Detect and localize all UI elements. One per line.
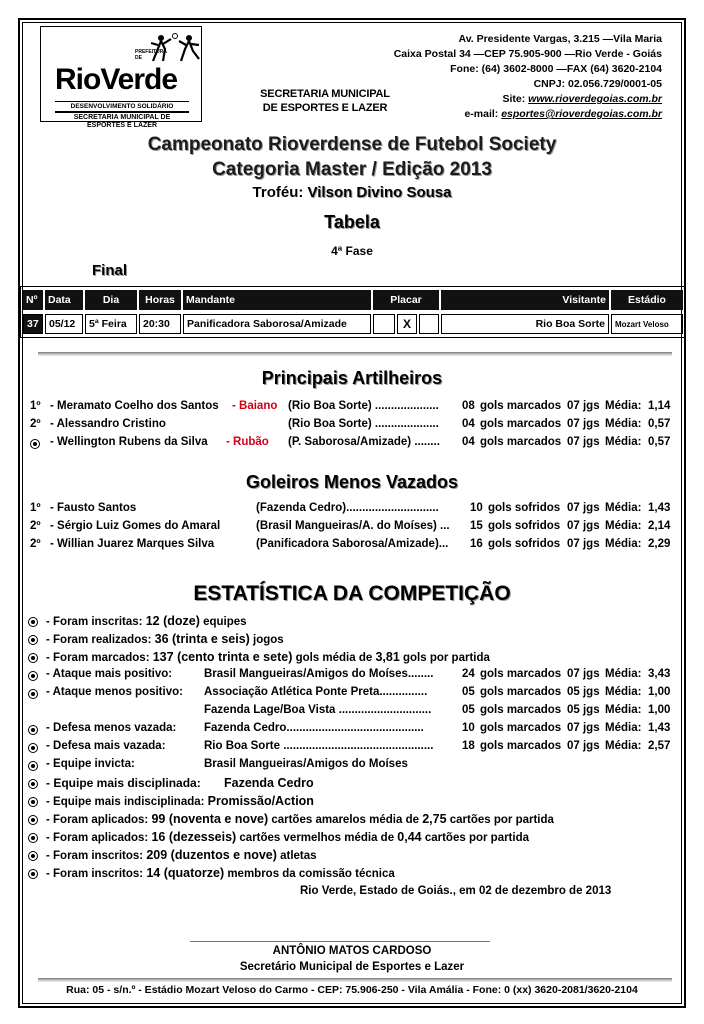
scorer-nick: - Rubão [226, 436, 269, 448]
scorer-team: (P. Saborosa/Amizade) ........ [288, 436, 440, 448]
soccer-ball-icon [28, 617, 38, 627]
scorer-name: - Alessandro Cristino [50, 418, 166, 430]
stat-suffix: gols média de [292, 652, 376, 664]
keeper-row [0, 502, 704, 518]
stat-suffix: cartões amarelos média de [268, 814, 423, 826]
scorer-avg-label: Média: [605, 436, 642, 448]
keeper-goals-label: gols sofridos [488, 538, 561, 550]
stat-tail: cartões por partida [421, 832, 530, 844]
stat-row [0, 776, 704, 792]
stat-avg: 3,43 [648, 668, 671, 680]
scorer-games: 07 jgs [567, 436, 600, 448]
soccer-ball-icon [28, 653, 38, 663]
stat-avg: 1,00 [648, 686, 671, 698]
keeper-games: 07 jgs [567, 502, 600, 514]
stat-row [0, 758, 704, 774]
stat-label: - Foram marcados: [46, 652, 153, 664]
keeper-pos: 2º [30, 538, 41, 550]
soccer-ball-icon [28, 671, 38, 681]
stat-games: 05 jgs [567, 686, 600, 698]
stat-value: 36 (trinta e seis) [154, 632, 250, 646]
keeper-pos: 1º [30, 502, 41, 514]
soccer-ball-icon [28, 743, 38, 753]
footer-address: Rua: 05 - s/n.º - Estádio Mozart Veloso do Carmo - CEP: 75.906-250 - Vila Amália - Fone: 0 (xx) 3620-2081/3620-2104 [66, 984, 638, 996]
soccer-ball-icon [28, 797, 38, 807]
stat-label: - Foram inscritos: [46, 850, 147, 862]
stat-row [0, 614, 704, 630]
scorer-avg-label: Média: [605, 418, 642, 430]
trophy-label: Troféu: [252, 184, 308, 201]
stat-games: 07 jgs [567, 668, 600, 680]
stat-text [46, 812, 554, 826]
soccer-ball-icon [28, 779, 38, 789]
stat-label: - Foram aplicados: [46, 814, 152, 826]
scorer-goals-label: gols marcados [480, 418, 562, 430]
row-away: Rio Boa Sorte [441, 314, 609, 334]
soccer-ball-icon [28, 725, 38, 735]
stat-text [46, 848, 317, 862]
stat-label: - Foram aplicados: [46, 832, 152, 844]
stat-goals-label: gols marcados [480, 740, 562, 752]
stat-row [0, 632, 704, 648]
row-date: 05/12 [45, 314, 83, 334]
stat-row [0, 848, 704, 864]
scorer-games: 07 jgs [567, 418, 600, 430]
email-line [382, 107, 662, 122]
address-block [382, 32, 662, 122]
stat-row [0, 794, 704, 810]
row-home: Panificadora Saborosa/Amizade [183, 314, 371, 334]
keeper-goals-label: gols sofridos [488, 520, 561, 532]
signatory-name: ANTÔNIO MATOS CARDOSO [272, 945, 432, 957]
away-score-box [419, 314, 439, 334]
championship-title: Campeonato Rioverdense de Futebol Society [147, 134, 557, 155]
stat-value: 16 (dezesseis) [151, 830, 237, 844]
address-line-1: Av. Presidente Vargas, 3.215 —Vila Maria [458, 33, 662, 45]
stat-team: Brasil Mangueiras/Amigos do Moíses........ [204, 668, 434, 680]
keeper-avg: 2,29 [648, 538, 671, 550]
scorer-goals: 04 [462, 418, 475, 430]
scorer-avg: 1,14 [648, 400, 671, 412]
stat-goals-label: gols marcados [480, 686, 562, 698]
home-score-box [373, 314, 395, 334]
header-score: Placar [373, 290, 439, 310]
stat-suffix: equipes [199, 616, 247, 628]
scorer-row [0, 418, 704, 434]
stat-goals-label: gols marcados [480, 668, 562, 680]
keeper-goals-label: gols sofridos [488, 502, 561, 514]
stat-row [0, 650, 704, 666]
versus-x: X [397, 314, 417, 334]
keeper-avg: 1,43 [648, 502, 671, 514]
stat-team: Associação Atlética Ponte Preta............... [204, 686, 428, 698]
row-num: 37 [23, 314, 43, 334]
stat-suffix: membros da comissão técnica [224, 868, 395, 880]
signatory-role: Secretário Municipal de Esportes e Lazer [239, 961, 465, 973]
keeper-team: (Fazenda Cedro)............................. [256, 502, 439, 514]
stat-suffix: atletas [276, 850, 317, 862]
stat-average: 2,75 [422, 812, 447, 826]
keeper-row [0, 538, 704, 554]
stat-team: Brasil Mangueiras/Amigos do Moíses [204, 758, 408, 770]
stat-games: 07 jgs [567, 740, 600, 752]
scorer-goals: 04 [462, 436, 475, 448]
match-table [20, 286, 686, 338]
stat-avg: 1,43 [648, 722, 671, 734]
stat-avg: 2,57 [648, 740, 671, 752]
scorer-goals-label: gols marcados [480, 436, 562, 448]
final-label: Final [92, 262, 128, 279]
scorer-pos: 2º [30, 418, 41, 430]
header-day: Dia [85, 290, 137, 310]
scorer-team: (Rio Boa Sorte) .................... [288, 418, 439, 430]
trophy-title [0, 184, 704, 201]
logo-name: RioVerde [55, 63, 178, 96]
stat-tail: gols por partida [399, 652, 490, 664]
keeper-avg-label: Média: [605, 502, 642, 514]
stat-value: 99 (noventa e nove) [151, 812, 269, 826]
players-icon [151, 33, 201, 63]
stat-label: - Ataque menos positivo: [46, 686, 183, 698]
statistics-title: ESTATÍSTICA DA COMPETIÇÃO [193, 582, 511, 605]
scorers-title: Principais Artilheiros [261, 368, 443, 388]
stat-value: 14 (quatorze) [146, 866, 225, 880]
keeper-games: 07 jgs [567, 520, 600, 532]
header-home: Mandante [183, 290, 371, 310]
logo-small-text: PREFEITURA DE [135, 49, 167, 61]
soccer-ball-icon [28, 851, 38, 861]
divider-footer [38, 978, 672, 982]
soccer-ball-icon [28, 815, 38, 825]
stat-avg-label: Média: [605, 668, 642, 680]
signature-line [190, 941, 490, 942]
stat-value: 12 (doze) [145, 614, 200, 628]
stat-team: Rio Boa Sorte ............................................... [204, 740, 434, 752]
scorer-nick: - Baiano [232, 400, 278, 412]
site-label: Site: [502, 93, 529, 105]
scorer-avg: 0,57 [648, 436, 671, 448]
stat-label: - Equipe mais disciplinada: [46, 776, 201, 790]
stat-tail: cartões por partida [446, 814, 554, 826]
header-time: Horas [139, 290, 181, 310]
scorer-games: 07 jgs [567, 400, 600, 412]
stat-suffix: cartões vermelhos média de [236, 832, 398, 844]
soccer-ball-icon [28, 869, 38, 879]
soccer-ball-icon [28, 689, 38, 699]
stat-label: - Foram inscritos: [46, 868, 147, 880]
stat-team: Fazenda Lage/Boa Vista ............................. [204, 704, 432, 716]
stat-row [0, 668, 704, 684]
header-num: Nº [23, 290, 43, 310]
scorer-avg-label: Média: [605, 400, 642, 412]
keeper-goals: 15 [470, 520, 483, 532]
stat-label: - Equipe mais indisciplinada: [46, 796, 208, 808]
logo-secretaria: SECRETARIA MUNICIPAL DE ESPORTES E LAZER [55, 111, 189, 130]
category-title: Categoria Master / Edição 2013 [212, 159, 492, 180]
stat-avg-label: Média: [605, 722, 642, 734]
stat-team: Fazenda Cedro........................................... [204, 722, 424, 734]
stat-goals: 10 [462, 722, 475, 734]
address-line-3: Fone: (64) 3602-8000 —FAX (64) 3620-2104 [450, 63, 662, 75]
stat-text [46, 794, 314, 808]
stat-average: 3,81 [375, 650, 400, 664]
header-away: Visitante [441, 290, 609, 310]
keeper-avg-label: Média: [605, 538, 642, 550]
stat-label: - Ataque mais positivo: [46, 668, 173, 680]
stat-text [46, 650, 490, 664]
soccer-ball-icon [30, 439, 40, 449]
soccer-ball-icon [28, 833, 38, 843]
address-line-2: Caixa Postal 34 —CEP 75.905-900 —Rio Verde - Goiás [393, 48, 662, 60]
logo-slogan: DESENVOLVIMENTO SOLIDÁRIO [55, 101, 189, 110]
stat-row [0, 686, 704, 702]
scorer-pos: 1º [30, 400, 41, 412]
stat-goals: 05 [462, 704, 475, 716]
stat-text [46, 632, 284, 646]
header-stadium: Estádio [611, 290, 683, 310]
trophy-name: Vilson Divino Sousa [307, 184, 452, 201]
keeper-team: (Panificadora Saborosa/Amizade)... [256, 538, 449, 550]
keeper-team: (Brasil Mangueiras/A. do Moíses) ... [256, 520, 450, 532]
keeper-avg-label: Média: [605, 520, 642, 532]
secretaria-line-1: SECRETARIA MUNICIPAL [260, 88, 390, 100]
phase-title: 4ª Fase [331, 244, 373, 258]
stat-row [0, 866, 704, 882]
email-link[interactable]: esportes@rioverdegoias.com.br [501, 108, 662, 120]
stat-value: Fazenda Cedro [224, 776, 314, 790]
stat-suffix: jogos [249, 634, 284, 646]
stat-goals: 18 [462, 740, 475, 752]
header-date: Data [45, 290, 83, 310]
stat-text [46, 830, 529, 844]
stat-label: - Defesa mais vazada: [46, 740, 166, 752]
stat-value: 137 (cento trinta e sete) [152, 650, 293, 664]
site-link[interactable]: www.rioverdegoias.com.br [528, 93, 662, 105]
stat-goals: 05 [462, 686, 475, 698]
row-time: 20:30 [139, 314, 181, 334]
keeper-name: - Willian Juarez Marques Silva [50, 538, 215, 550]
keeper-goals: 16 [470, 538, 483, 550]
stat-row [0, 740, 704, 756]
stat-avg-label: Média: [605, 740, 642, 752]
scorer-row [0, 436, 704, 452]
stat-avg-label: Média: [605, 704, 642, 716]
stat-row [0, 704, 704, 720]
stat-label: - Foram realizados: [46, 634, 155, 646]
keeper-avg: 2,14 [648, 520, 671, 532]
row-day: 5ª Feira [85, 314, 137, 334]
scorer-name: - Meramato Coelho dos Santos [50, 400, 219, 412]
stat-value: 209 (duzentos e nove) [146, 848, 277, 862]
scorer-team: (Rio Boa Sorte) .................... [288, 400, 439, 412]
scorer-goals: 08 [462, 400, 475, 412]
stat-games: 05 jgs [567, 704, 600, 716]
email-label: e-mail: [464, 108, 502, 120]
stat-games: 07 jgs [567, 722, 600, 734]
stat-text [46, 866, 395, 880]
scorer-row [0, 400, 704, 416]
keepers-title: Goleiros Menos Vazados [245, 472, 459, 492]
stat-value: Promissão/Action [207, 794, 314, 808]
keeper-row [0, 520, 704, 536]
scorer-name: - Wellington Rubens da Silva [50, 436, 208, 448]
stat-average: 0,44 [397, 830, 422, 844]
stat-row [0, 812, 704, 828]
stat-avg: 1,00 [648, 704, 671, 716]
site-line [382, 92, 662, 107]
stat-goals-label: gols marcados [480, 722, 562, 734]
stat-label: - Defesa menos vazada: [46, 722, 177, 734]
soccer-ball-icon [28, 761, 38, 771]
place-and-date: Rio Verde, Estado de Goiás., em 02 de dezembro de 2013 [300, 885, 612, 897]
keeper-games: 07 jgs [567, 538, 600, 550]
stat-goals: 24 [462, 668, 475, 680]
keeper-goals: 10 [470, 502, 483, 514]
divider-1 [38, 352, 672, 356]
prefeitura-logo [40, 26, 202, 129]
keeper-pos: 2º [30, 520, 41, 532]
stat-goals-label: gols marcados [480, 704, 562, 716]
stat-label: - Equipe invicta: [46, 758, 135, 770]
stat-label: - Foram inscritas: [46, 616, 146, 628]
scorer-avg: 0,57 [648, 418, 671, 430]
soccer-ball-icon [28, 635, 38, 645]
row-stadium: Mozart Veloso [611, 314, 683, 334]
address-line-4: CNPJ: 02.056.729/0001-05 [533, 78, 662, 90]
table-title: Tabela [324, 212, 380, 232]
stat-row [0, 830, 704, 846]
secretaria-line-2: DE ESPORTES E LAZER [262, 102, 388, 114]
stat-row [0, 722, 704, 738]
keeper-name: - Fausto Santos [50, 502, 137, 514]
stat-text [46, 614, 247, 628]
stat-avg-label: Média: [605, 686, 642, 698]
scorer-goals-label: gols marcados [480, 400, 562, 412]
keeper-name: - Sérgio Luiz Gomes do Amaral [50, 520, 221, 532]
